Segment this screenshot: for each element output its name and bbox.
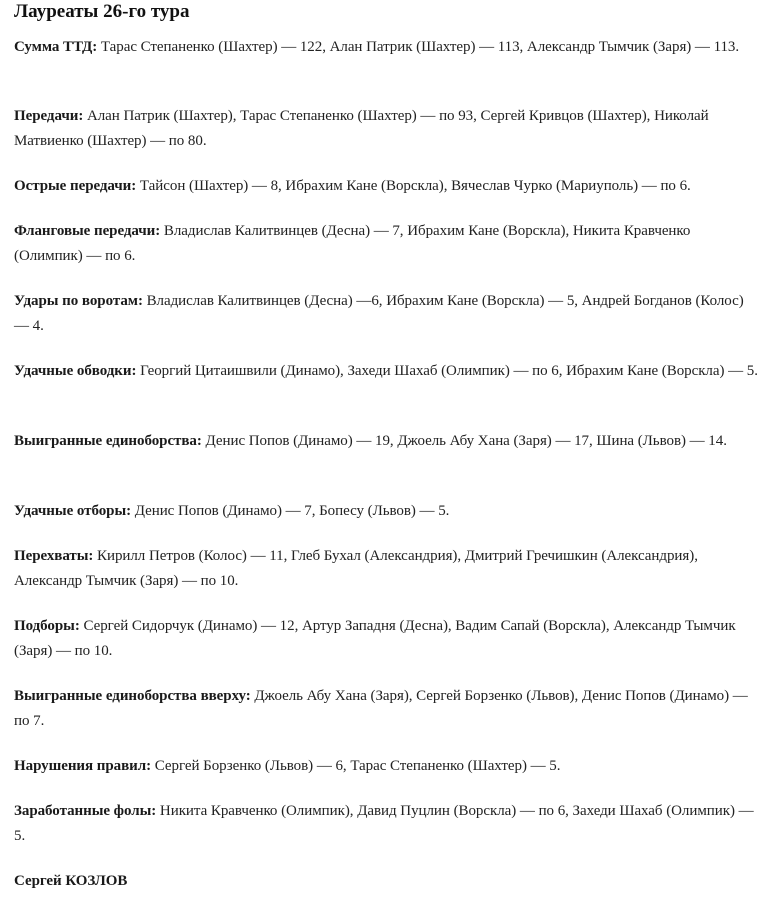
stat-label: Выигранные единоборства:: [14, 433, 202, 449]
stat-paragraph-interceptions: [14, 544, 759, 593]
stat-label: Передачи:: [14, 108, 84, 124]
author-line: [14, 869, 127, 894]
stat-paragraph-passes: [14, 104, 759, 153]
stat-text: Алан Патрик (Шахтер), Тарас Степаненко (Шахтер) — по 93, Сергей Кривцов (Шахтер), Николай Матвиенко (Шахтер) — по 80.: [14, 108, 709, 149]
stat-paragraph-dribbles: [14, 359, 758, 384]
stat-label: Удачные обводки:: [14, 363, 137, 379]
stat-text: Владислав Калитвинцев (Десна) — 7, Ибрахим Кане (Ворскла), Никита Кравченко (Олимпик) — по 6.: [14, 223, 691, 264]
stat-text: Тайсон (Шахтер) — 8, Ибрахим Кане (Ворскла), Вячеслав Чурко (Мариуполь) — по 6.: [136, 178, 691, 194]
stat-paragraph-key-passes: [14, 174, 691, 199]
stat-text: Денис Попов (Динамо) — 7, Бопесу (Львов) — 5.: [131, 503, 450, 519]
stat-paragraph-shots: [14, 289, 759, 338]
stat-text: Кирилл Петров (Колос) — 11, Глеб Бухал (Александрия), Дмитрий Гречишкин (Александрия), Александр Тымчик (Заря) — по 10.: [14, 548, 698, 589]
stat-label: Перехваты:: [14, 548, 94, 564]
stat-text: Сергей Борзенко (Львов) — 6, Тарас Степаненко (Шахтер) — 5.: [151, 758, 561, 774]
author-name: Сергей КОЗЛОВ: [14, 873, 128, 889]
stat-paragraph-fouls-won: [14, 799, 759, 848]
stat-paragraph-recoveries: [14, 614, 759, 663]
stat-text: Джоель Абу Хана (Заря), Сергей Борзенко (Львов), Денис Попов (Динамо) — по 7.: [14, 688, 748, 729]
stat-text: Владислав Калитвинцев (Десна) —6, Ибрахим Кане (Ворскла) — 5, Андрей Богданов (Колос) — 4.: [14, 293, 744, 334]
stat-label: Удачные отборы:: [14, 503, 132, 519]
stat-paragraph-fouls: [14, 754, 560, 779]
article-title: Лауреаты 26-го тура: [14, 1, 190, 22]
stat-label: Выигранные единоборства вверху:: [14, 688, 251, 704]
stat-text: Тарас Степаненко (Шахтер) — 122, Алан Патрик (Шахтер) — 113, Александр Тымчик (Заря) — 113.: [97, 39, 740, 55]
stat-paragraph-aerial-duels: [14, 684, 759, 733]
stat-label: Сумма ТТД:: [14, 39, 98, 55]
stat-label: Нарушения правил:: [14, 758, 152, 774]
stat-paragraph-crosses: [14, 219, 759, 268]
stat-label: Острые передачи:: [14, 178, 137, 194]
stat-text: Никита Кравченко (Олимпик), Давид Пуцлин (Ворскла) — по 6, Захеди Шахаб (Олимпик) — 5.: [14, 803, 754, 844]
stat-text: Георгий Цитаишвили (Динамо), Захеди Шахаб (Олимпик) — по 6, Ибрахим Кане (Ворскла) — 5.: [136, 363, 758, 379]
stat-label: Фланговые передачи:: [14, 223, 161, 239]
stat-text: Денис Попов (Динамо) — 19, Джоель Абу Хана (Заря) — 17, Шина (Львов) — 14.: [201, 433, 727, 449]
stat-text: Сергей Сидорчук (Динамо) — 12, Артур Западня (Десна), Вадим Сапай (Ворскла), Александр Тымчик (Заря) — по 10.: [14, 618, 736, 659]
stat-paragraph-duels-won: [14, 429, 727, 454]
stat-label: Заработанные фолы:: [14, 803, 157, 819]
stat-paragraph-ttd: [14, 35, 739, 60]
stat-label: Удары по воротам:: [14, 293, 143, 309]
stat-label: Подборы:: [14, 618, 80, 634]
stat-paragraph-tackles: [14, 499, 449, 524]
